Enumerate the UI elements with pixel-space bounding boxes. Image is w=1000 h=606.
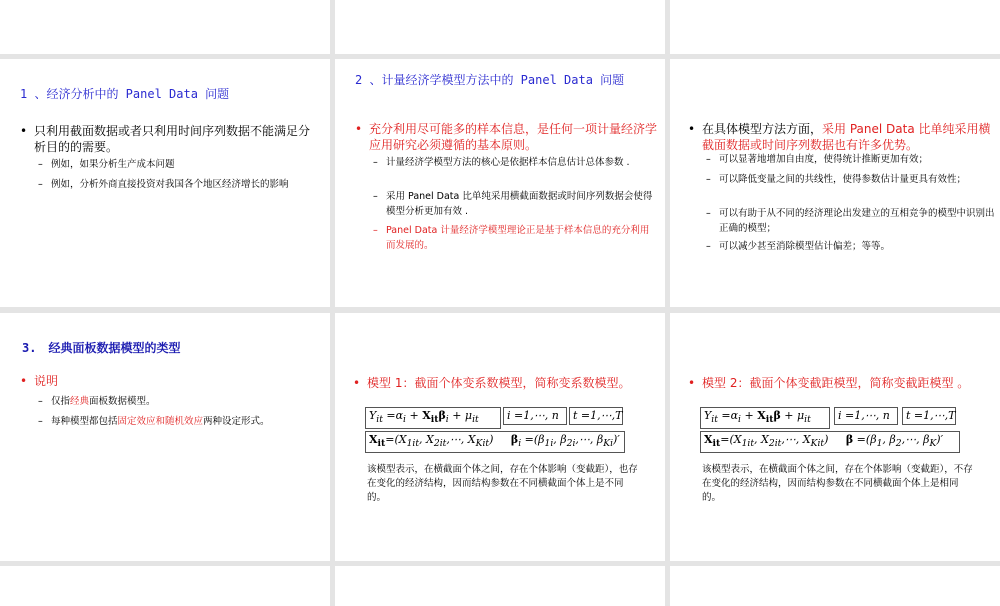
equation-x-vector: $X_{it}=(X_{1it}$, $X_{2it},\cdots$, $X_{Kit}$) $\beta_i =(\beta_{1i}$, $\beta_{2i},\cdots$, $\beta_{Ki})'$ [365, 431, 625, 453]
slide-bottom-1[interactable] [0, 566, 330, 606]
model-description: 该模型表示，在横截面个体之间，存在个体影响（变截距），也存在变化的经济结构，因而结构参数在不同横截面个体上是不同的。 [367, 464, 638, 503]
slide-top-3[interactable] [670, 0, 1000, 54]
sub-text-highlight: 经典 [70, 396, 90, 407]
sub-bullet: – 可以显著地增加自由度，使得统计推断更加有效； [706, 152, 999, 167]
bullet-text-highlight: 采用 Panel Data 比单纯采用横截面数据或时间序列数据也有许多优势。 [702, 122, 991, 152]
slide-top-1[interactable] [0, 0, 330, 54]
sub-bullet: – 计量经济学模型方法的核心是依据样本信息估计总体参数 . [373, 155, 656, 170]
slide-4[interactable] [0, 313, 330, 561]
sub-text: 仅指 [51, 396, 71, 407]
sub-text: 面板数据模型。 [89, 396, 156, 407]
bullet-text: • 模型 2：截面个体变截距模型，简称变截距模型 。 [688, 375, 1000, 391]
sub-bullet: – 例如，分析外商直接投资对我国各个地区经济增长的影响 [38, 177, 321, 192]
slide-bottom-3[interactable] [670, 566, 1000, 606]
slide-bottom-2[interactable] [335, 566, 665, 606]
slide-3[interactable] [670, 59, 1000, 307]
slide-5[interactable] [335, 313, 665, 561]
equation-t-range: t =1,⋯,T [569, 407, 623, 425]
equation-t-range: t =1,⋯,T [902, 407, 956, 425]
sub-bullet: – Panel Data 计量经济学模型理论正是基于样本信息的充分利用而发展的。 [373, 223, 656, 253]
bullet-text: • 说明 [20, 373, 314, 389]
sub-text: 每种模型都包括 [51, 416, 118, 427]
equation-i-range: i =1,⋯, n [503, 407, 567, 425]
sub-bullet: – 可以降低变量之间的共线性，使得参数估计量更具有效性； [706, 172, 999, 187]
slide-title: 3. 经典面板数据模型的类型 [22, 341, 181, 355]
bullet-text [688, 121, 1000, 153]
bullet-text-plain: 在具体模型方法方面， [702, 122, 823, 136]
sub-bullet: – 采用 Panel Data 比单纯采用横截面数据或时间序列数据会使得模型分析更加有效 . [373, 189, 656, 219]
sub-bullet: – 可以有助于从不同的经济理论出发建立的互相竞争的模型中识别出正确的模型； [706, 206, 999, 236]
slide-top-2[interactable] [335, 0, 665, 54]
bullet-text: • 模型 1：截面个体变系数模型，简称变系数模型。 [353, 375, 665, 391]
sub-bullet: – 例如，如果分析生产成本问题 [38, 157, 321, 172]
slide-6[interactable] [670, 313, 1000, 561]
slide-title: 1 、经济分析中的 Panel Data 问题 [20, 87, 230, 101]
equation-x-vector: $X_{it}=(X_{1it}$, $X_{2it},\cdots$, $X_{Kit}$) $\beta =(\beta_1$, $\beta_2,\cdots$, $\beta_K)'$ [700, 431, 960, 453]
model-description: 该模型表示，在横截面个体之间，存在个体影响（变截距），不存在变化的经济结构，因而结构参数在不同横截面个体上是相同的。 [702, 464, 973, 503]
equation-main: $Y_{it} =\alpha_i + X_{it}\beta_i + \mu_{it}$ [365, 407, 501, 429]
bullet-text: • 只利用截面数据或者只利用时间序列数据不能满足分析目的的需要。 [20, 123, 314, 155]
slide-2[interactable] [335, 59, 665, 307]
equation-i-range: i =1,⋯, n [834, 407, 898, 425]
sub-text-highlight: 固定效应和随机效应 [117, 416, 204, 427]
equation-main: $Y_{it} =\alpha_i + X_{it}\beta + \mu_{it}$ [700, 407, 830, 429]
sub-bullet [38, 394, 321, 409]
bullet-text: • 充分利用尽可能多的样本信息，是任何一项计量经济学应用研究必须遵循的基本原则。 [355, 121, 659, 153]
sub-bullet [38, 414, 321, 429]
slide-1[interactable] [0, 59, 330, 307]
sub-bullet: – 可以减少甚至消除模型估计偏差；等等。 [706, 239, 999, 254]
slide-title: 2 、计量经济学模型方法中的 Panel Data 问题 [355, 73, 625, 87]
sub-text: 两种设定形式。 [203, 416, 270, 427]
